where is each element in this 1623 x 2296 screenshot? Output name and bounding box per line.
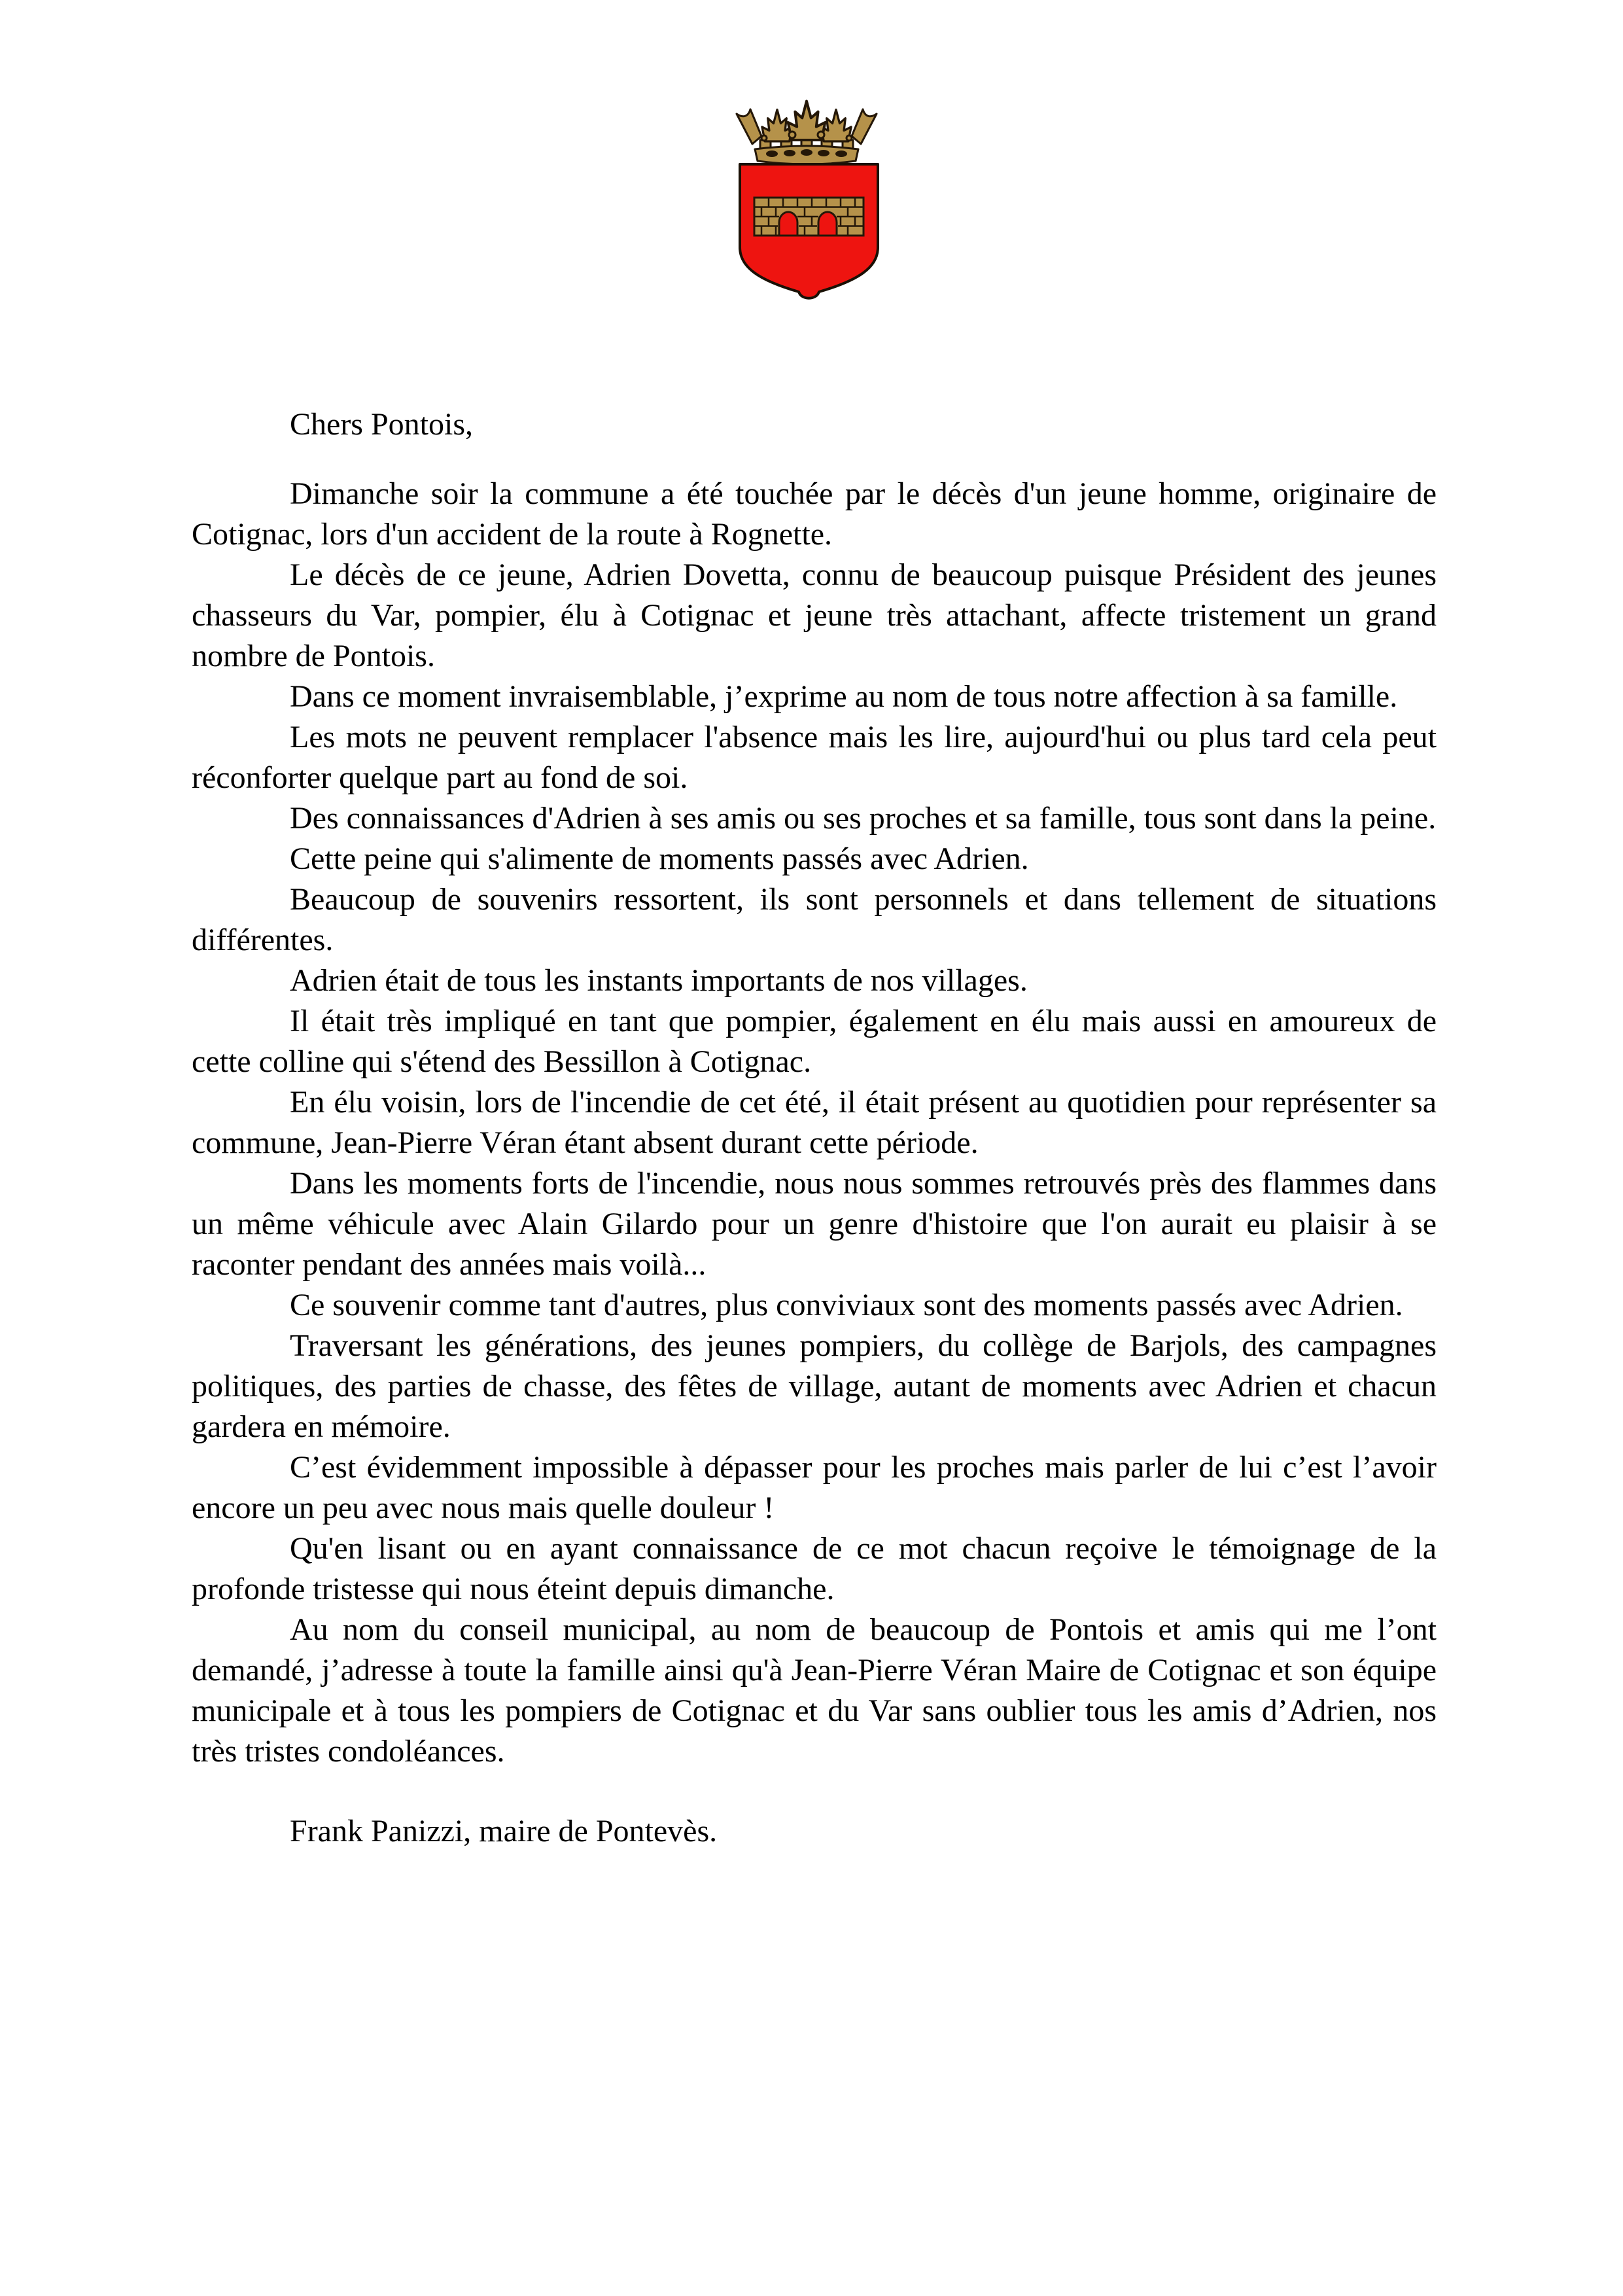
crown-right-spike xyxy=(852,109,877,144)
paragraph-5: Des connaissances d'Adrien à ses amis ou ses proches et sa famille, tous sont dans la peine. xyxy=(290,801,1437,836)
crown-jewel xyxy=(835,150,847,157)
paragraph-3: Dans ce moment invraisemblable, j’exprime au nom de tous notre affection à sa famille. xyxy=(290,679,1398,714)
paragraph-6: Cette peine qui s'alimente de moments passés avec Adrien. xyxy=(290,841,1029,876)
paragraph-7: Beaucoup de souvenirs ressortent, ils sont personnels et dans tellement de situations différentes. xyxy=(192,882,1437,957)
letter-body xyxy=(192,404,1437,1852)
paragraph-12: Ce souvenir comme tant d'autres, plus conviviaux sont des moments passés avec Adrien. xyxy=(290,1288,1403,1322)
paragraph-8: Adrien était de tous les instants importants de nos villages. xyxy=(290,963,1028,998)
paragraph-9: Il était très impliqué en tant que pompier, également en élu mais aussi en amoureux de cette colline qui s'étend des Bessillon à Cotignac. xyxy=(192,1004,1437,1079)
bridge-icon xyxy=(754,198,864,236)
crown-ball xyxy=(761,135,767,141)
paragraph-16: Au nom du conseil municipal, au nom de beaucoup de Pontois et amis qui me l’ont demandé, j’adresse à toute la famille ainsi qu'à Jean-Pierre Véran Maire de Cotignac et son équipe municipale et à tous les pompiers de Cotignac et du Var sans oublier tous les amis d’Adrien, nos très tristes condoléances. xyxy=(192,1612,1437,1769)
crown-jewel xyxy=(766,150,778,157)
paragraph-15: Qu'en lisant ou en ayant connaissance de ce mot chacun reçoive le témoignage de la profonde tristesse qui nous éteint depuis dimanche. xyxy=(192,1531,1437,1606)
paragraph-1: Dimanche soir la commune a été touchée par le décès d'un jeune homme, originaire de Cotignac, lors d'un accident de la route à Rognette. xyxy=(192,476,1437,552)
bridge-arch-left xyxy=(779,212,797,236)
salutation: Chers Pontois, xyxy=(290,407,474,442)
crown-icon xyxy=(737,101,877,164)
paragraph-10: En élu voisin, lors de l'incendie de cet été, il était présent au quotidien pour représenter sa commune, Jean-Pierre Véran étant absent durant cette période. xyxy=(192,1085,1437,1160)
shield-icon xyxy=(740,164,878,298)
crown-jewel xyxy=(801,149,812,156)
crown-ball xyxy=(818,132,824,138)
crown-ball xyxy=(846,135,852,141)
paragraph-4: Les mots ne peuvent remplacer l'absence mais les lire, aujourd'hui ou plus tard cela peut réconforter quelque part au fond de soi. xyxy=(192,720,1437,795)
coat-of-arms xyxy=(731,98,882,300)
crown-left-spike xyxy=(737,109,761,144)
paragraph-13: Traversant les générations, des jeunes pompiers, du collège de Barjols, des campagnes politiques, des parties de chasse, des fêtes de village, autant de moments avec Adrien et chacun gardera en mémoire. xyxy=(192,1328,1437,1444)
crown-jewel xyxy=(784,150,795,156)
paragraph-11: Dans les moments forts de l'incendie, nous nous sommes retrouvés près des flammes dans un même véhicule avec Alain Gilardo pour un genre d'histoire que l'on aurait eu plaisir à se raconter pendant des années mais voilà... xyxy=(192,1166,1437,1282)
paragraph-14: C’est évidemment impossible à dépasser pour les proches mais parler de lui c’est l’avoir encore un peu avec nous mais quelle douleur ! xyxy=(192,1450,1437,1525)
signature: Frank Panizzi, maire de Pontevès. xyxy=(290,1814,718,1848)
bridge-arch-right xyxy=(818,212,837,236)
paragraph-2: Le décès de ce jeune, Adrien Dovetta, connu de beaucoup puisque Président des jeunes chasseurs du Var, pompier, élu à Cotignac et jeune très attachant, affecte tristement un grand nombre de Pontois. xyxy=(192,557,1437,673)
crown-ball xyxy=(789,132,795,138)
crown-jewel xyxy=(818,150,829,156)
